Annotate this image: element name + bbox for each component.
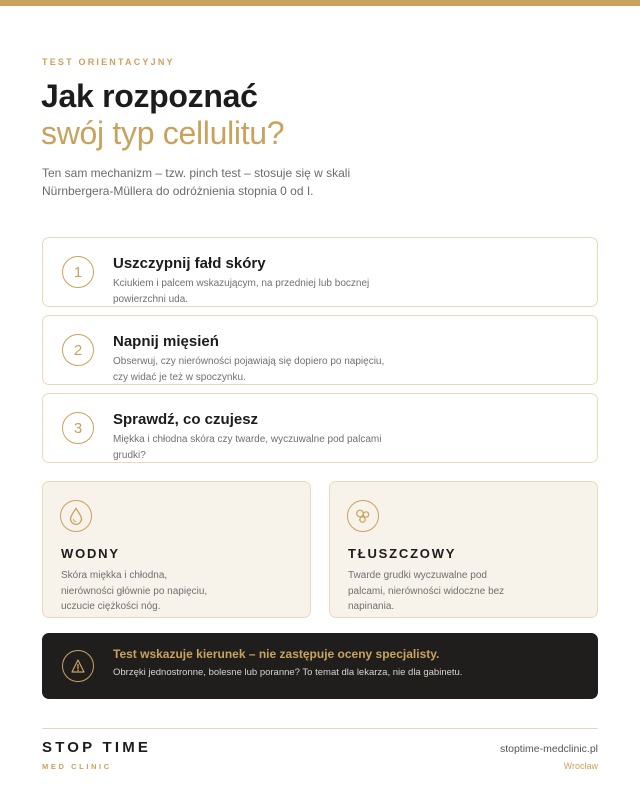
step-number: 1 [62, 256, 94, 288]
warning-icon [62, 650, 94, 682]
intro-text: Ten sam mechanizm – tzw. pinch test – stosuje się w skali Nürnbergera-Müllera do odróżnienia stopnia 0 od I. [42, 166, 351, 198]
step-card-1 [42, 237, 598, 307]
website-link[interactable]: stoptime-medclinic.pl [499, 743, 598, 755]
type-card-water [42, 481, 311, 618]
top-accent-bar [0, 0, 640, 6]
step-title: Sprawdź, co czujesz [113, 411, 259, 428]
step-number: 3 [62, 412, 94, 444]
step-description: Kciukiem i palcem wskazującym, na przedniej lub bocznej powierzchni uda. [113, 278, 370, 305]
step-description: Obserwuj, czy nierówności pojawiają się dopiero po napięciu, czy widać je też w spoczynku. [113, 356, 385, 383]
brand-logo-text: STOP TIME [42, 739, 152, 756]
city-label: Wrocław [563, 761, 598, 771]
type-card-title: TŁUSZCZOWY [348, 546, 457, 561]
type-card-description: Skóra miękka i chłodna, nierówności głównie po napięciu, uczucie ciężkości nóg. [61, 570, 208, 612]
step-title: Napnij mięsień [113, 333, 219, 350]
type-card-description: Twarde grudki wyczuwalne pod palcami, nierówności widoczne bez napinania. [348, 570, 505, 612]
eyebrow-label: TEST ORIENTACYJNY [42, 57, 175, 67]
step-number: 2 [62, 334, 94, 366]
type-card-title: WODNY [61, 546, 120, 561]
type-card-fat [329, 481, 598, 618]
water-drop-icon [60, 500, 92, 532]
warning-title: Test wskazuje kierunek – nie zastępuje oceny specjalisty. [113, 647, 440, 661]
page-title-accent: swój typ cellulitu? [41, 115, 285, 151]
brand-subtitle: MED CLINIC [42, 762, 112, 771]
step-title: Uszczypnij fałd skóry [113, 255, 266, 272]
step-card-3 [42, 393, 598, 463]
page-title: Jak rozpoznać [41, 78, 258, 114]
footer-divider [42, 728, 598, 729]
warning-description: Obrzęki jednostronne, bolesne lub poranne? To temat dla lekarza, nie dla gabinetu. [113, 667, 463, 678]
warning-banner [42, 633, 598, 699]
step-card-2 [42, 315, 598, 385]
step-description: Miękka i chłodna skóra czy twarde, wyczuwalne pod palcami grudki? [113, 434, 382, 461]
fat-cells-icon [347, 500, 379, 532]
